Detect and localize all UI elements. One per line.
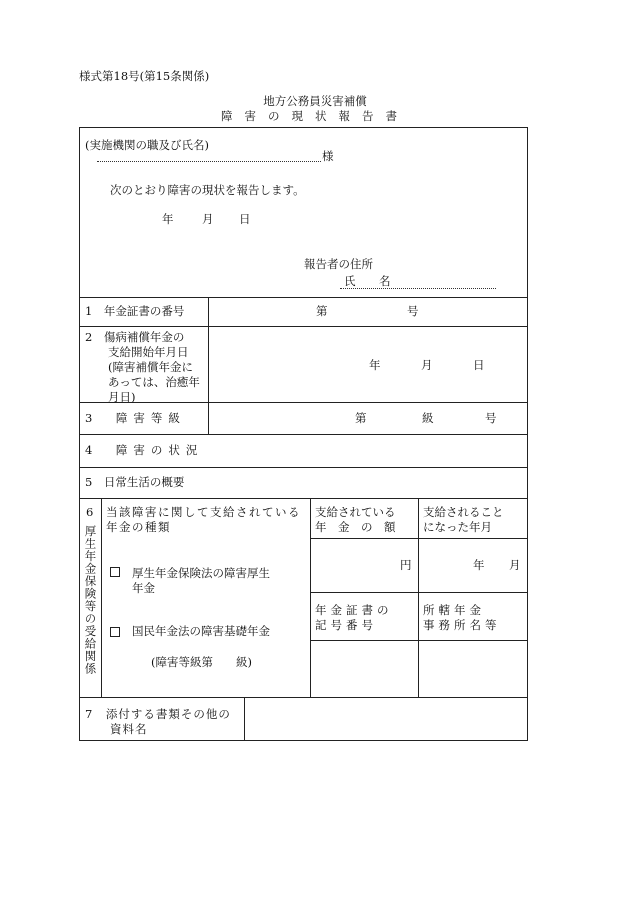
rule [310,498,311,697]
row2-month: 月 [421,358,433,372]
row6-office-header: 所轄年金 事務所名等 [423,603,501,632]
reporter-name-label: 氏 名 [344,274,397,288]
row3-dai: 第 [355,411,367,425]
reporter-name-line[interactable] [340,288,496,289]
option2-grade: (障害等級第 級) [151,655,252,669]
row4-label: 4 障害の状況 [85,443,204,457]
row6-col2-header: 支給されている 年 金 の 額 [315,505,396,534]
row3-go: 号 [485,411,497,425]
row1-dai: 第 [316,304,328,318]
rule [310,592,528,593]
row7-label: 7 添付する書類その他の 資料名 [85,707,231,736]
option1-checkbox[interactable] [110,567,120,577]
title-line1: 地方公務員災害補償 [263,94,367,108]
addressee-label: (実施機関の職及び氏名) [85,138,209,152]
report-statement: 次のとおり障害の現状を報告します。 [110,183,305,197]
row6-month: 月 [509,558,521,572]
title-line2: 障害の現状報告書 [221,109,409,123]
row2-year: 年 [369,358,381,372]
rule [79,434,528,435]
rule [79,697,528,698]
rule [79,467,528,468]
row6-num: 6 [86,505,94,519]
row1-go: 号 [407,304,419,318]
row6-vertical-label: 厚生年金保険等の受給関係 [83,525,98,675]
rule [101,498,102,697]
rule [310,538,528,539]
addressee-line[interactable] [97,161,321,162]
option2-label: 国民年金法の障害基礎年金 [132,624,270,638]
date-year: 年 [162,212,174,226]
row2-label: 2 傷病補償年金の 支給開始年月日 (障害補償年金に あっては、治癒年 月日) [85,330,200,404]
rule [418,498,419,697]
row2-day: 日 [473,358,485,372]
rule [244,697,245,741]
form-number: 様式第18号(第15条関係) [79,69,210,83]
row1-label: 1 年金証書の番号 [85,304,185,318]
row6-year: 年 [473,558,485,572]
rule [208,297,209,434]
rule [79,498,528,499]
rule [79,326,528,327]
date-month: 月 [202,212,214,226]
reporter-address-label: 報告者の住所 [304,257,373,271]
option2-checkbox[interactable] [110,627,120,637]
row6-col1-header: 当該障害に関して支給されている 年金の種類 [106,505,301,534]
rule [310,640,528,641]
row3-kyu: 級 [422,411,434,425]
row6-col3-header: 支給されること になった年月 [423,505,504,534]
date-day: 日 [239,212,251,226]
option1-label: 厚生年金保険法の障害厚生 年金 [132,566,270,595]
row5-label: 5 日常生活の概要 [85,475,185,489]
rule [79,297,528,298]
row6-cert-header: 年金証書の 記号番号 [315,603,393,632]
row6-yen: 円 [400,558,412,572]
sama-label: 様 [322,149,334,163]
row3-label: 3 障害等級 [85,411,186,425]
